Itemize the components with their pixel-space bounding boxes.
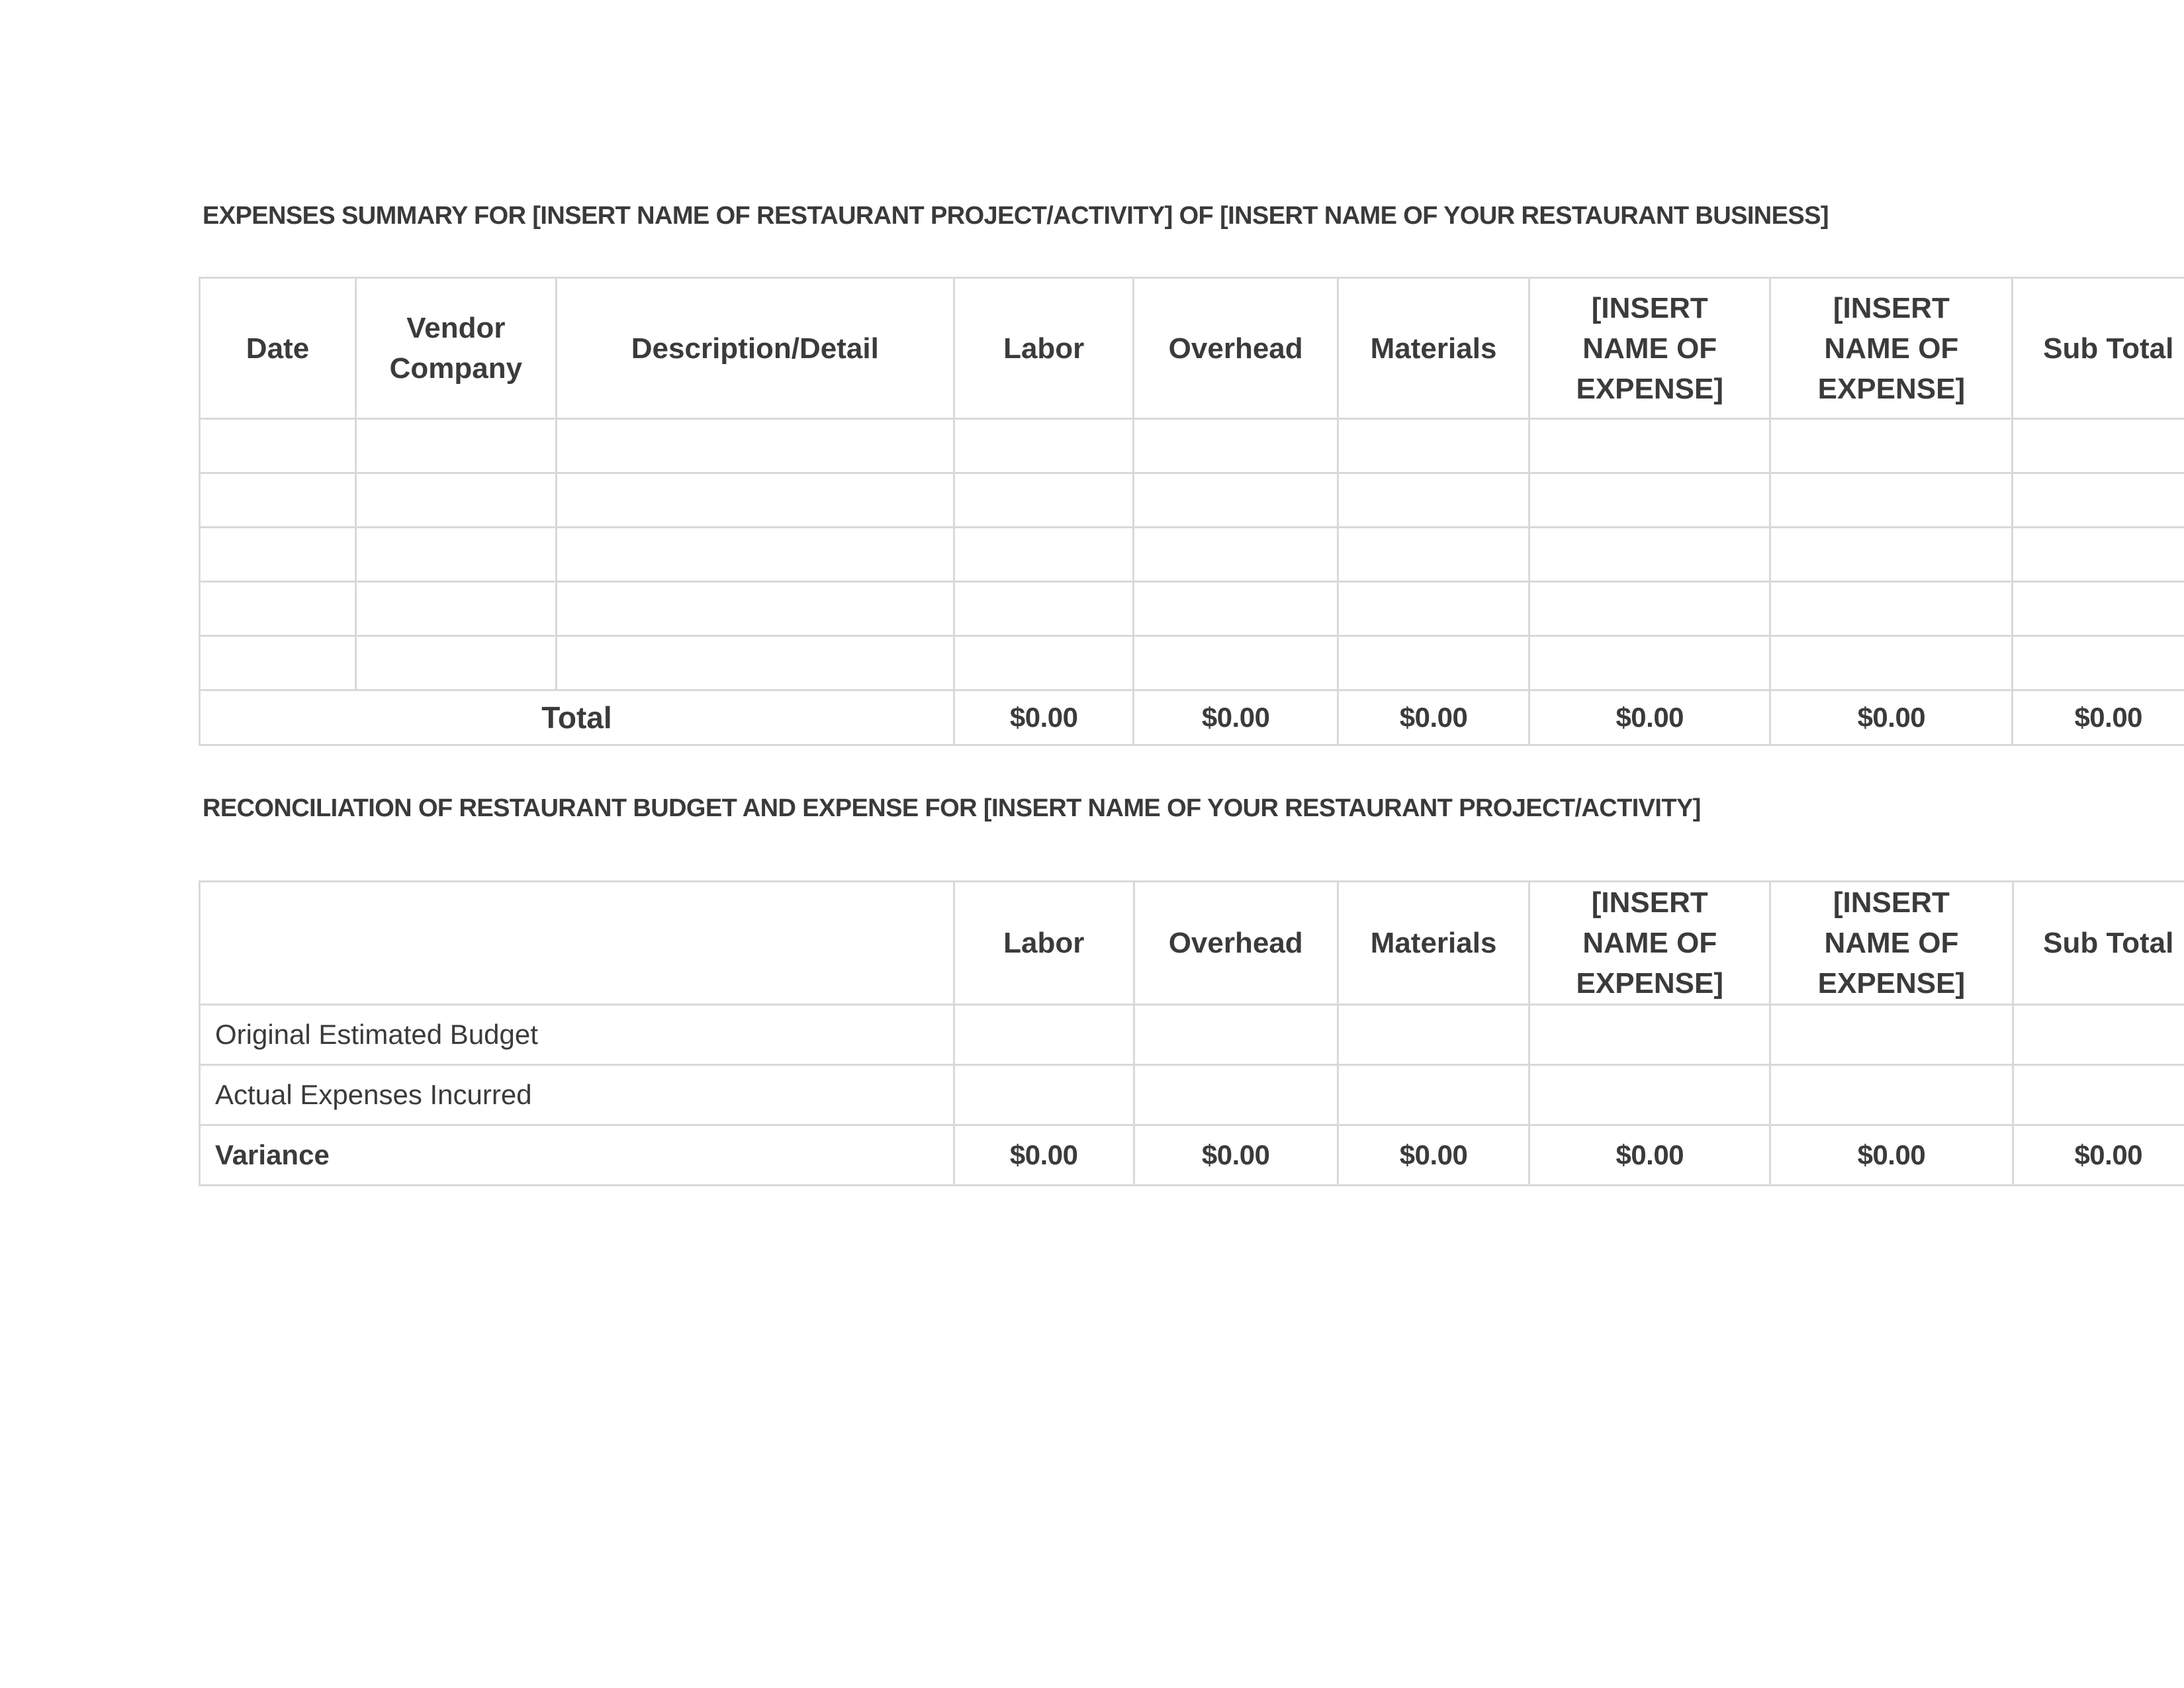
table-cell[interactable] [2013,473,2184,528]
table-cell[interactable] [2013,419,2184,473]
variance-labor: $0.00 [954,1125,1134,1186]
table-cell[interactable] [1338,582,1529,636]
budget-row-label: Original Estimated Budget [200,1005,954,1065]
table-cell[interactable] [200,419,356,473]
col-overhead: Overhead [1134,278,1338,419]
table-cell[interactable] [954,528,1134,582]
table-row [200,473,2184,528]
table-cell[interactable] [1770,473,2013,528]
col-custom-expense-2: [INSERT NAME OF EXPENSE] [1770,882,2013,1005]
col-materials: Materials [1338,882,1529,1005]
reconciliation-header-row [200,882,2184,1005]
table-cell[interactable] [1338,1065,1529,1125]
table-cell[interactable] [954,1065,1134,1125]
variance-overhead: $0.00 [1134,1125,1338,1186]
variance-row-label: Variance [200,1125,954,1186]
table-cell[interactable] [1770,582,2013,636]
table-cell[interactable] [355,419,556,473]
table-cell[interactable] [556,528,954,582]
col-sub-total: Sub Total [2013,882,2184,1005]
table-cell[interactable] [1338,528,1529,582]
table-cell[interactable] [1529,1065,1770,1125]
reconciliation-table [199,880,2184,1186]
table-cell[interactable] [1770,419,2013,473]
summary-header-row [200,278,2184,419]
table-cell[interactable] [1770,1005,2013,1065]
col-date: Date [200,278,356,419]
col-sub-total: Sub Total [2013,278,2184,419]
table-cell[interactable] [556,473,954,528]
total-custom-expense-2: $0.00 [1770,690,2013,745]
table-cell[interactable] [1134,473,1338,528]
total-custom-expense-1: $0.00 [1529,690,1770,745]
variance-custom-expense-2: $0.00 [1770,1125,2013,1186]
table-cell[interactable] [556,582,954,636]
col-custom-expense-1: [INSERT NAME OF EXPENSE] [1529,882,1770,1005]
table-cell[interactable] [954,1005,1134,1065]
table-cell[interactable] [200,636,356,690]
table-cell[interactable] [355,636,556,690]
col-row-label [200,882,954,1005]
table-cell[interactable] [556,419,954,473]
col-vendor-company: Vendor Company [355,278,556,419]
table-cell[interactable] [355,528,556,582]
table-cell[interactable] [2013,1065,2184,1125]
table-cell[interactable] [355,473,556,528]
table-cell[interactable] [1529,1005,1770,1065]
table-cell[interactable] [1134,419,1338,473]
col-description: Description/Detail [556,278,954,419]
table-row [200,528,2184,582]
table-cell[interactable] [1338,636,1529,690]
expenses-summary-table [199,277,2184,746]
table-cell[interactable] [1134,528,1338,582]
actual-row-label: Actual Expenses Incurred [200,1065,954,1125]
col-labor: Labor [954,278,1134,419]
col-custom-expense-2: [INSERT NAME OF EXPENSE] [1770,278,2013,419]
table-cell[interactable] [2013,528,2184,582]
table-cell[interactable] [200,582,356,636]
table-cell[interactable] [200,473,356,528]
total-overhead: $0.00 [1134,690,1338,745]
table-cell[interactable] [954,473,1134,528]
table-cell[interactable] [1134,582,1338,636]
table-cell[interactable] [1529,473,1770,528]
table-row [200,582,2184,636]
actual-row [200,1065,2184,1125]
total-labor: $0.00 [954,690,1134,745]
table-cell[interactable] [1134,636,1338,690]
table-cell[interactable] [355,582,556,636]
table-cell[interactable] [1134,1065,1338,1125]
table-cell[interactable] [1338,1005,1529,1065]
table-cell[interactable] [2013,1005,2184,1065]
table-cell[interactable] [1529,528,1770,582]
table-cell[interactable] [954,636,1134,690]
variance-row [200,1125,2184,1186]
table-cell[interactable] [1338,473,1529,528]
table-cell[interactable] [1529,419,1770,473]
table-cell[interactable] [1529,582,1770,636]
table-cell[interactable] [1338,419,1529,473]
variance-custom-expense-1: $0.00 [1529,1125,1770,1186]
total-label: Total [200,690,954,745]
table-cell[interactable] [200,528,356,582]
table-cell[interactable] [556,636,954,690]
col-custom-expense-1: [INSERT NAME OF EXPENSE] [1529,278,1770,419]
table-cell[interactable] [1529,636,1770,690]
summary-total-row [200,690,2184,745]
table-cell[interactable] [1134,1005,1338,1065]
total-sub-total: $0.00 [2013,690,2184,745]
col-materials: Materials [1338,278,1529,419]
table-row [200,419,2184,473]
reconciliation-heading: RECONCILIATION OF RESTAURANT BUDGET AND EXPENSE FOR [INSERT NAME OF YOUR RESTAURANT PROJECT/ACTIVITY] [203,794,1701,822]
col-overhead: Overhead [1134,882,1338,1005]
table-cell[interactable] [1770,1065,2013,1125]
table-cell[interactable] [2013,582,2184,636]
budget-row [200,1005,2184,1065]
total-materials: $0.00 [1338,690,1529,745]
variance-materials: $0.00 [1338,1125,1529,1186]
table-cell[interactable] [2013,636,2184,690]
variance-sub-total: $0.00 [2013,1125,2184,1186]
expenses-summary-heading: EXPENSES SUMMARY FOR [INSERT NAME OF RESTAURANT PROJECT/ACTIVITY] OF [INSERT NAME OF YOUR RESTAURANT BUSINESS] [203,202,1829,230]
table-cell[interactable] [954,419,1134,473]
table-cell[interactable] [1770,528,2013,582]
col-labor: Labor [954,882,1134,1005]
table-cell[interactable] [1770,636,2013,690]
table-row [200,636,2184,690]
table-cell[interactable] [954,582,1134,636]
